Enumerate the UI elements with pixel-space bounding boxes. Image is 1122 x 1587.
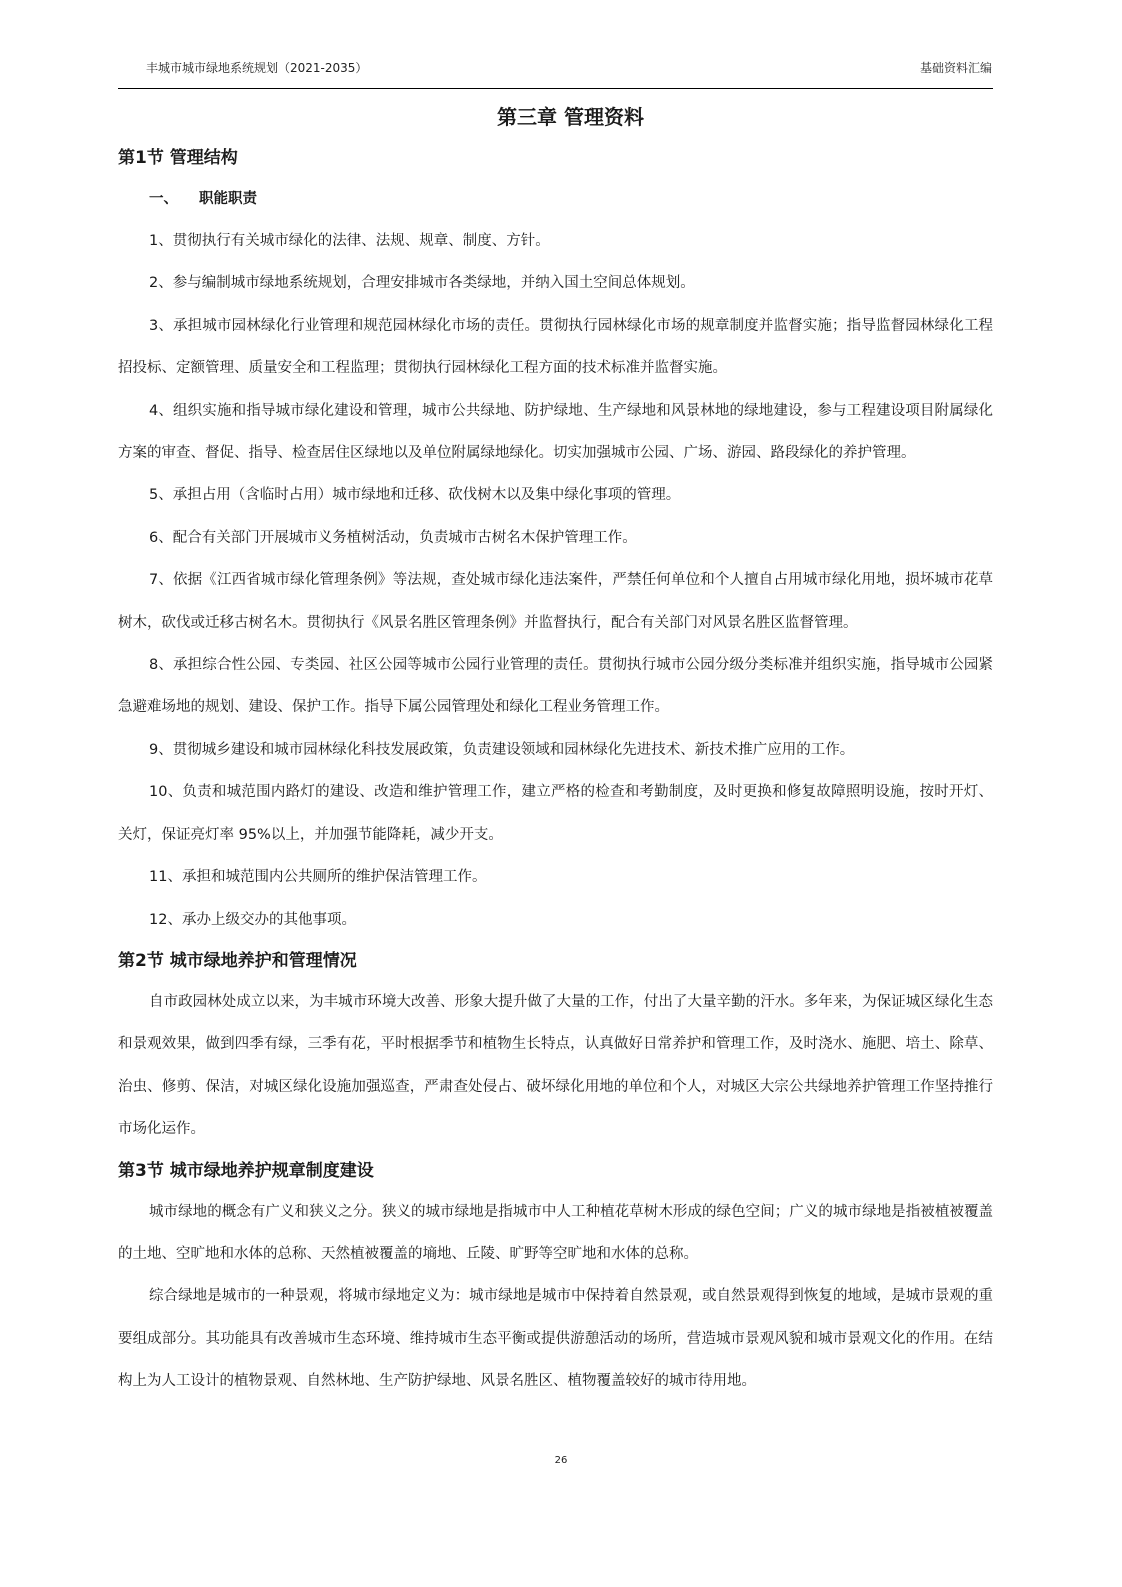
section-title-2: 第2节 城市绿地养护和管理情况 xyxy=(118,950,357,971)
duty-item-10: 10、负责和城范围内路灯的建设、改造和维护管理工作，建立严格的检查和考勤制度，及时更换和修复故障照明设施，按时开灯、关灯，保证亮灯率 95%以上，并加强节能降耗，减少开支。 xyxy=(118,784,993,843)
header-section-label: 基础资料汇编 xyxy=(919,61,992,75)
section-title-1: 第1节 管理结构 xyxy=(118,148,238,168)
duty-item-4: 4、组织实施和指导城市绿化建设和管理，城市公共绿地、防护绿地、生产绿地和风景林地的绿地建设，参与工程建设项目附属绿化方案的审查、督促、指导、检查居住区绿地以及单位附属绿地绿化。切实加强城市公园、广场、游园、路段绿化的养护管理。 xyxy=(118,402,993,462)
duty-item-9: 9、贯彻城乡建设和城市园林绿化科技发展政策，负责建设领域和园林绿化先进技术、新技术推广应用的工作。 xyxy=(149,741,855,758)
section-3-paragraph-1: 城市绿地的概念有广义和狭义之分。狭义的城市绿地是指城市中人工种植花草树木形成的绿色空间；广义的城市绿地是指被植被覆盖的土地、空旷地和水体的总称、天然植被覆盖的墒地、丘陵、旷野等空旷地和水体的总称。 xyxy=(118,1203,993,1262)
header-document-title: 丰城市城市绿地系统规划（2021-2035） xyxy=(146,61,368,75)
page-body xyxy=(118,96,993,1403)
subsection-title: 职能职责 xyxy=(199,191,257,207)
page-number: 26 xyxy=(554,1455,568,1466)
duty-item-7: 7、依据《江西省城市绿化管理条例》等法规，查处城市绿化违法案件，严禁任何单位和个人擅自占用城市绿化用地，损坏城市花草树木，砍伐或迁移古树名木。贯彻执行《风景名胜区管理条例》并监督执行，配合有关部门对风景名胜区监督管理。 xyxy=(118,572,993,631)
section-title-3: 第3节 城市绿地养护规章制度建设 xyxy=(118,1160,374,1181)
duty-item-3: 3、承担城市园林绿化行业管理和规范园林绿化市场的责任。贯彻执行园林绿化市场的规章制度并监督实施；指导监督园林绿化工程招投标、定额管理、质量安全和工程监理；贯彻执行园林绿化工程方面的技术标准并监督实施。 xyxy=(118,317,993,377)
duty-item-2: 2、参与编制城市绿地系统规划，合理安排城市各类绿地，并纳入国土空间总体规划。 xyxy=(149,275,695,292)
duty-item-8: 8、承担综合性公园、专类园、社区公园等城市公园行业管理的责任。贯彻执行城市公园分级分类标准并组织实施，指导城市公园紧急避难场地的规划、建设、保护工作。指导下属公园管理处和绿化工程业务管理工作。 xyxy=(118,657,993,716)
section-2-paragraph: 自市政园林处成立以来，为丰城市环境大改善、形象大提升做了大量的工作，付出了大量辛勤的汗水。多年来，为保证城区绿化生态和景观效果，做到四季有绿，三季有花，平时根据季节和植物生长特点，认真做好日常养护和管理工作，及时浇水、施肥、培土、除草、治虫、修剪、保洁，对城区绿化设施加强巡查，严肃查处侵占、破坏绿化用地的单位和个人，对城区大宗公共绿地养护管理工作坚持推行市场化运作。 xyxy=(118,993,993,1138)
duty-item-5: 5、承担占用（含临时占用）城市绿地和迁移、砍伐树木以及集中绿化事项的管理。 xyxy=(149,487,681,504)
chapter-title: 第三章 管理资料 xyxy=(497,105,644,129)
duty-item-6: 6、配合有关部门开展城市义务植树活动，负责城市古树名木保护管理工作。 xyxy=(149,529,637,546)
subsection-number: 一、 xyxy=(149,191,178,207)
duty-item-11: 11、承担和城范围内公共厕所的维护保洁管理工作。 xyxy=(149,869,487,886)
section-3-paragraph-2: 综合绿地是城市的一种景观，将城市绿地定义为：城市绿地是城市中保持着自然景观，或自然景观得到恢复的地域，是城市景观的重要组成部分。其功能具有改善城市生态环境、维持城市生态平衡或提供游憩活动的场所，营造城市景观风貌和城市景观文化的作用。在结构上为人工设计的植物景观、自然林地、生产防护绿地、风景名胜区、植物覆盖较好的城市待用地。 xyxy=(118,1288,993,1390)
header-divider xyxy=(118,88,993,89)
subsection-heading xyxy=(118,178,993,220)
duty-item-12: 12、承办上级交办的其他事项。 xyxy=(149,911,356,928)
duty-item-1: 1、贯彻执行有关城市绿化的法律、法规、规章、制度、方针。 xyxy=(149,233,550,249)
